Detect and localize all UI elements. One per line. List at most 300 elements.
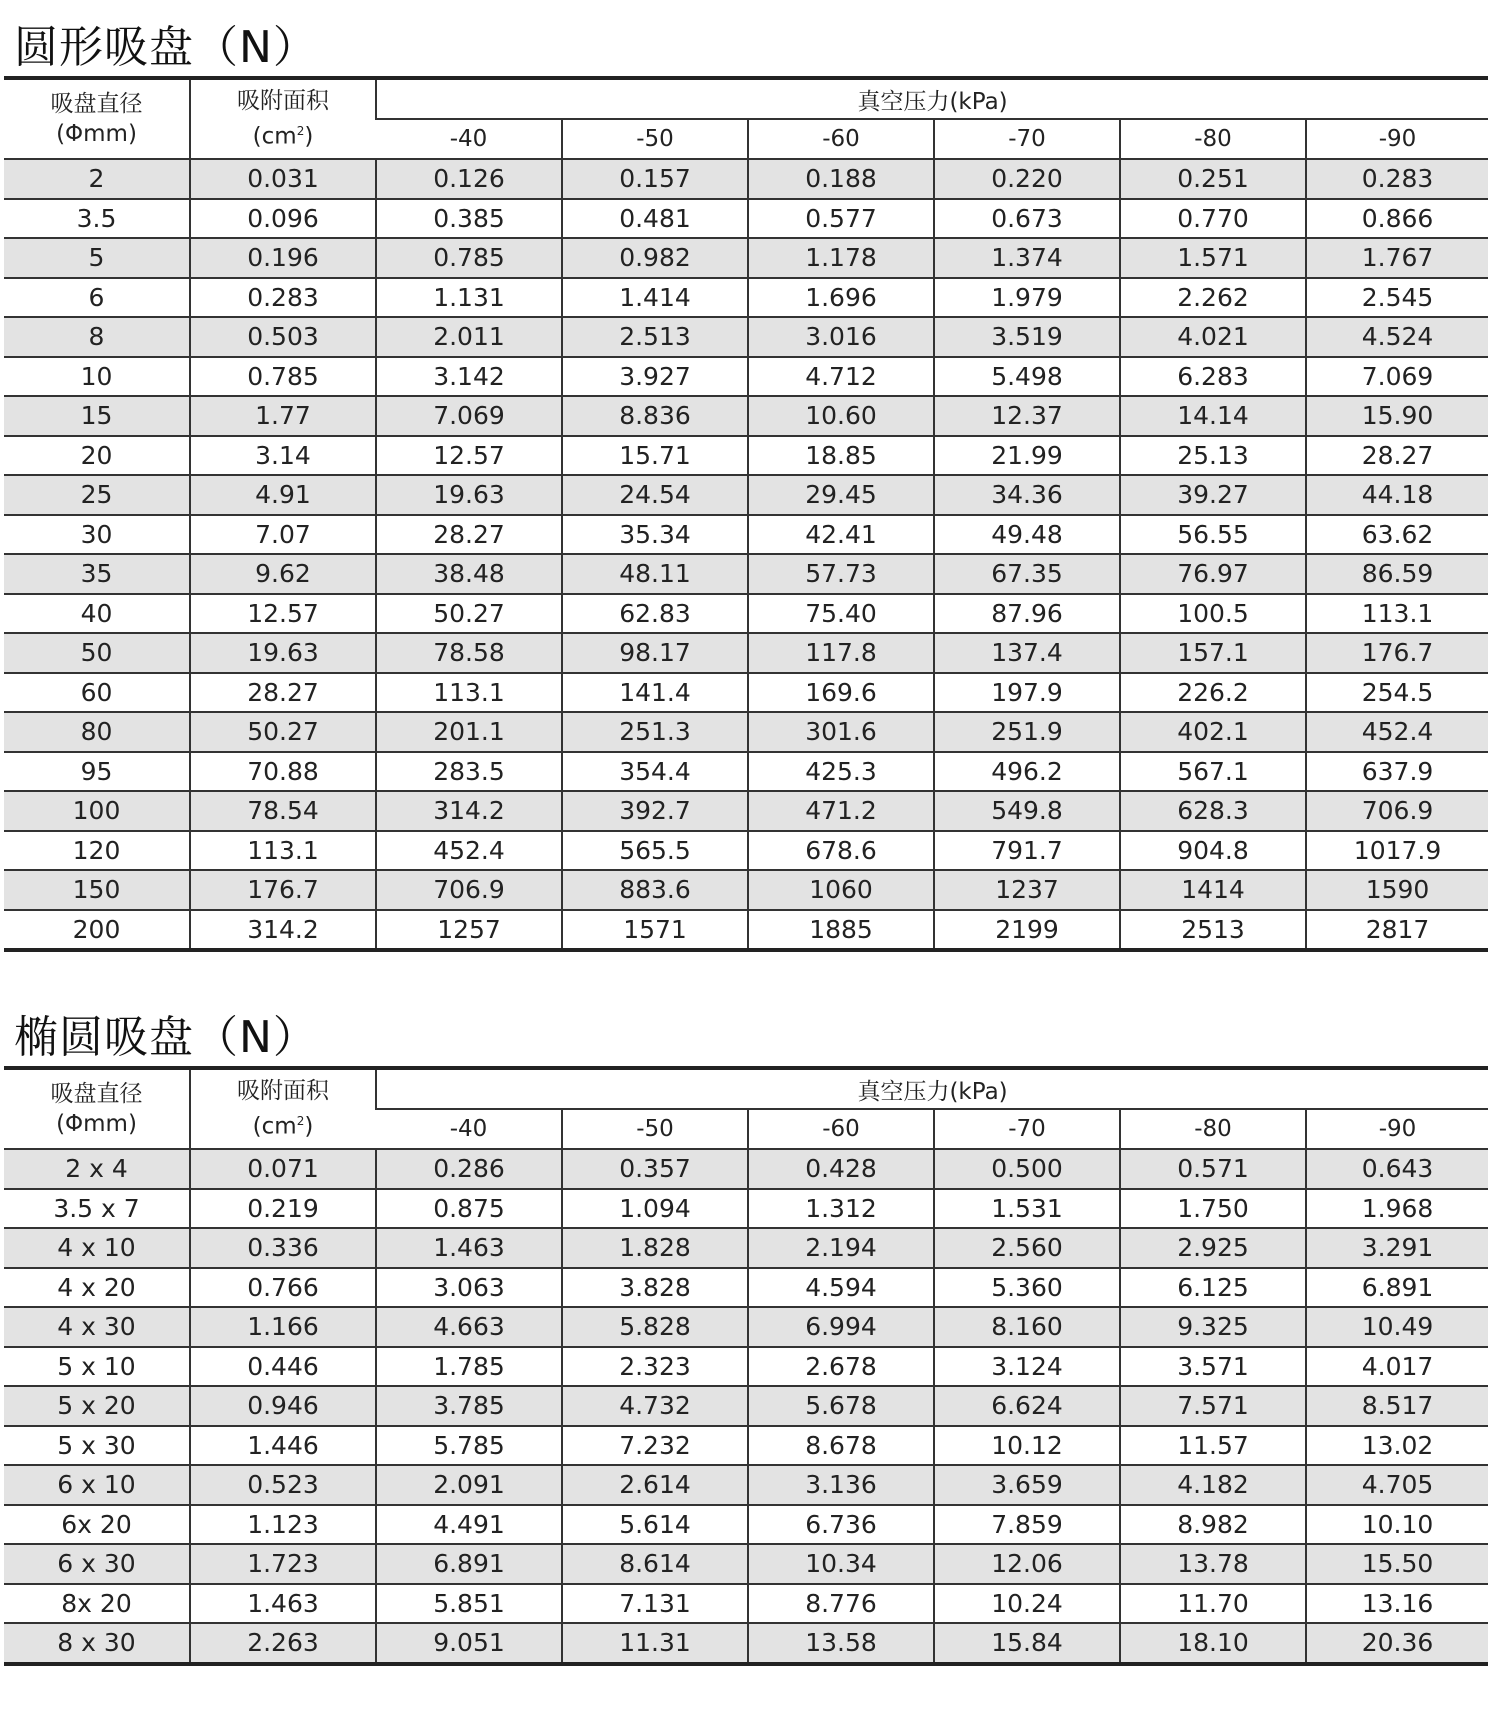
- force-cell: 2.513: [562, 317, 748, 357]
- force-cell: 12.57: [376, 436, 562, 476]
- force-cell: 0.481: [562, 199, 748, 239]
- force-cell: 5.785: [376, 1426, 562, 1466]
- table-row: [4, 515, 1488, 555]
- force-cell: 1.767: [1306, 238, 1488, 278]
- force-cell: 471.2: [748, 791, 934, 831]
- force-cell: 12.06: [934, 1544, 1120, 1584]
- pressure-column-header: -60: [748, 1109, 934, 1149]
- pressure-column-header: -90: [1306, 1109, 1488, 1149]
- force-cell: 13.02: [1306, 1426, 1488, 1466]
- force-cell: 6.891: [1306, 1268, 1488, 1308]
- force-cell: 15.71: [562, 436, 748, 476]
- force-cell: 169.6: [748, 673, 934, 713]
- force-cell: 1571: [562, 910, 748, 951]
- force-cell: 5.498: [934, 357, 1120, 397]
- cup-size-cell: 4 x 30: [4, 1307, 190, 1347]
- round-cup-table-body: [4, 159, 1488, 950]
- area-cell: 0.523: [190, 1465, 376, 1505]
- force-cell: 5.360: [934, 1268, 1120, 1308]
- area-cell: 1.123: [190, 1505, 376, 1545]
- diameter-header-label: 吸盘直径: [50, 91, 143, 117]
- cup-size-cell: 25: [4, 475, 190, 515]
- table-row: [4, 633, 1488, 673]
- force-cell: 141.4: [562, 673, 748, 713]
- force-cell: 10.49: [1306, 1307, 1488, 1347]
- force-cell: 19.63: [376, 475, 562, 515]
- force-cell: 3.828: [562, 1268, 748, 1308]
- area-cell: 0.031: [190, 159, 376, 199]
- force-cell: 14.14: [1120, 396, 1306, 436]
- table-row: [4, 1623, 1488, 1664]
- table-row: [4, 1584, 1488, 1624]
- force-cell: 301.6: [748, 712, 934, 752]
- cup-size-cell: 5 x 30: [4, 1426, 190, 1466]
- force-cell: 3.927: [562, 357, 748, 397]
- cup-size-cell: 35: [4, 554, 190, 594]
- area-cell: 2.263: [190, 1623, 376, 1664]
- table-row: [4, 870, 1488, 910]
- oval-cup-section: [4, 1010, 1488, 1666]
- table-row: [4, 791, 1488, 831]
- force-cell: 549.8: [934, 791, 1120, 831]
- force-cell: 3.519: [934, 317, 1120, 357]
- cup-size-cell: 100: [4, 791, 190, 831]
- force-cell: 2.011: [376, 317, 562, 357]
- cup-size-cell: 6x 20: [4, 1505, 190, 1545]
- force-cell: 791.7: [934, 831, 1120, 871]
- force-cell: 1257: [376, 910, 562, 951]
- table-row: [4, 594, 1488, 634]
- table-row: [4, 436, 1488, 476]
- force-cell: 1017.9: [1306, 831, 1488, 871]
- force-cell: 0.251: [1120, 159, 1306, 199]
- area-cell: 1.463: [190, 1584, 376, 1624]
- force-cell: 13.16: [1306, 1584, 1488, 1624]
- force-cell: 78.58: [376, 633, 562, 673]
- force-cell: 13.58: [748, 1623, 934, 1664]
- cup-size-cell: 2: [4, 159, 190, 199]
- force-cell: 5.851: [376, 1584, 562, 1624]
- area-cell: 0.096: [190, 199, 376, 239]
- cup-size-cell: 6: [4, 278, 190, 318]
- force-cell: 3.124: [934, 1347, 1120, 1387]
- force-cell: 2.545: [1306, 278, 1488, 318]
- table-row: [4, 317, 1488, 357]
- force-cell: 75.40: [748, 594, 934, 634]
- area-cell: 0.946: [190, 1386, 376, 1426]
- area-cell: 1.77: [190, 396, 376, 436]
- table-row: [4, 1149, 1488, 1189]
- cup-size-cell: 30: [4, 515, 190, 555]
- table-row: [4, 1505, 1488, 1545]
- force-cell: 11.70: [1120, 1584, 1306, 1624]
- force-cell: 7.131: [562, 1584, 748, 1624]
- area-cell: 0.766: [190, 1268, 376, 1308]
- force-cell: 4.732: [562, 1386, 748, 1426]
- force-cell: 0.673: [934, 199, 1120, 239]
- force-cell: 201.1: [376, 712, 562, 752]
- diameter-header-label: 吸盘直径: [50, 1081, 143, 1107]
- area-cell: 9.62: [190, 554, 376, 594]
- force-cell: 3.142: [376, 357, 562, 397]
- force-cell: 1.571: [1120, 238, 1306, 278]
- cup-size-cell: 15: [4, 396, 190, 436]
- round-cup-title: 圆形吸盘（N）: [14, 22, 318, 73]
- force-cell: 4.021: [1120, 317, 1306, 357]
- force-cell: 7.232: [562, 1426, 748, 1466]
- force-cell: 10.10: [1306, 1505, 1488, 1545]
- table-row: [4, 396, 1488, 436]
- table-row: [4, 159, 1488, 199]
- force-cell: 1.131: [376, 278, 562, 318]
- force-cell: 176.7: [1306, 633, 1488, 673]
- cup-size-cell: 150: [4, 870, 190, 910]
- force-cell: 251.3: [562, 712, 748, 752]
- force-cell: 706.9: [376, 870, 562, 910]
- force-cell: 2.614: [562, 1465, 748, 1505]
- cup-size-cell: 80: [4, 712, 190, 752]
- force-cell: 6.283: [1120, 357, 1306, 397]
- force-cell: 1.785: [376, 1347, 562, 1387]
- force-cell: 29.45: [748, 475, 934, 515]
- force-cell: 87.96: [934, 594, 1120, 634]
- area-cell: 1.723: [190, 1544, 376, 1584]
- force-cell: 0.500: [934, 1149, 1120, 1189]
- force-cell: 197.9: [934, 673, 1120, 713]
- force-cell: 3.016: [748, 317, 934, 357]
- force-cell: 678.6: [748, 831, 934, 871]
- oval-cup-title: 椭圆吸盘（N）: [14, 1012, 318, 1063]
- cup-size-cell: 120: [4, 831, 190, 871]
- cup-size-cell: 5 x 10: [4, 1347, 190, 1387]
- pressure-column-header: -40: [376, 1109, 562, 1149]
- force-cell: 4.712: [748, 357, 934, 397]
- force-cell: 0.866: [1306, 199, 1488, 239]
- force-cell: 0.982: [562, 238, 748, 278]
- force-cell: 15.84: [934, 1623, 1120, 1664]
- force-cell: 2199: [934, 910, 1120, 951]
- table-row: [4, 554, 1488, 594]
- area-header-unit: $(cm^2)$: [252, 123, 314, 150]
- area-cell: 0.219: [190, 1189, 376, 1229]
- force-cell: 10.12: [934, 1426, 1120, 1466]
- pressure-column-header: -80: [1120, 119, 1306, 159]
- force-cell: 1.750: [1120, 1189, 1306, 1229]
- force-cell: 1237: [934, 870, 1120, 910]
- force-cell: 10.24: [934, 1584, 1120, 1624]
- area-header: [190, 1068, 376, 1149]
- table-row: [4, 1268, 1488, 1308]
- force-cell: 67.35: [934, 554, 1120, 594]
- area-cell: 1.446: [190, 1426, 376, 1466]
- force-cell: 7.571: [1120, 1386, 1306, 1426]
- table-row: [4, 199, 1488, 239]
- force-cell: 2.560: [934, 1228, 1120, 1268]
- force-cell: 3.291: [1306, 1228, 1488, 1268]
- force-cell: 21.99: [934, 436, 1120, 476]
- area-cell: 50.27: [190, 712, 376, 752]
- force-cell: 425.3: [748, 752, 934, 792]
- force-cell: 113.1: [1306, 594, 1488, 634]
- force-cell: 6.891: [376, 1544, 562, 1584]
- force-cell: 3.136: [748, 1465, 934, 1505]
- table-row: [4, 752, 1488, 792]
- area-cell: 3.14: [190, 436, 376, 476]
- force-cell: 15.90: [1306, 396, 1488, 436]
- cup-size-cell: 8x 20: [4, 1584, 190, 1624]
- force-cell: 98.17: [562, 633, 748, 673]
- force-cell: 1.463: [376, 1228, 562, 1268]
- force-cell: 637.9: [1306, 752, 1488, 792]
- force-cell: 1414: [1120, 870, 1306, 910]
- area-header-label: 吸附面积: [237, 1078, 329, 1105]
- oval-cup-table-body: [4, 1149, 1488, 1664]
- area-cell: 0.446: [190, 1347, 376, 1387]
- diameter-header: [4, 1068, 190, 1149]
- area-cell: 0.196: [190, 238, 376, 278]
- area-header-label: 吸附面积: [237, 88, 329, 115]
- force-cell: 8.678: [748, 1426, 934, 1466]
- cup-size-cell: 4 x 20: [4, 1268, 190, 1308]
- cup-size-cell: 20: [4, 436, 190, 476]
- pressure-header: 真空压力(kPa): [376, 1068, 1488, 1109]
- force-cell: 9.051: [376, 1623, 562, 1664]
- area-header: [190, 78, 376, 159]
- force-cell: 2.925: [1120, 1228, 1306, 1268]
- force-cell: 157.1: [1120, 633, 1306, 673]
- force-cell: 2.262: [1120, 278, 1306, 318]
- force-cell: 6.125: [1120, 1268, 1306, 1308]
- force-cell: 3.063: [376, 1268, 562, 1308]
- force-cell: 18.85: [748, 436, 934, 476]
- force-cell: 3.785: [376, 1386, 562, 1426]
- pressure-column-header: -40: [376, 119, 562, 159]
- force-cell: 283.5: [376, 752, 562, 792]
- force-cell: 452.4: [376, 831, 562, 871]
- force-cell: 1060: [748, 870, 934, 910]
- force-cell: 63.62: [1306, 515, 1488, 555]
- table-row: [4, 1307, 1488, 1347]
- force-cell: 1.968: [1306, 1189, 1488, 1229]
- cup-size-cell: 3.5: [4, 199, 190, 239]
- pressure-header: 真空压力(kPa): [376, 78, 1488, 119]
- force-cell: 10.60: [748, 396, 934, 436]
- area-cell: 1.166: [190, 1307, 376, 1347]
- force-cell: 452.4: [1306, 712, 1488, 752]
- force-cell: 0.157: [562, 159, 748, 199]
- force-cell: 0.188: [748, 159, 934, 199]
- force-cell: 2.678: [748, 1347, 934, 1387]
- force-cell: 0.785: [376, 238, 562, 278]
- table-row: [4, 278, 1488, 318]
- force-cell: 48.11: [562, 554, 748, 594]
- table-row: [4, 357, 1488, 397]
- area-cell: 12.57: [190, 594, 376, 634]
- table-row: [4, 712, 1488, 752]
- area-cell: 176.7: [190, 870, 376, 910]
- force-cell: 28.27: [376, 515, 562, 555]
- force-cell: 4.017: [1306, 1347, 1488, 1387]
- force-cell: 1590: [1306, 870, 1488, 910]
- force-cell: 1.312: [748, 1189, 934, 1229]
- cup-size-cell: 3.5 x 7: [4, 1189, 190, 1229]
- force-cell: 904.8: [1120, 831, 1306, 871]
- area-cell: 0.336: [190, 1228, 376, 1268]
- force-cell: 5.678: [748, 1386, 934, 1426]
- round-cup-table: [4, 76, 1488, 952]
- force-cell: 76.97: [1120, 554, 1306, 594]
- table-row: [4, 1189, 1488, 1229]
- force-cell: 0.770: [1120, 199, 1306, 239]
- cup-size-cell: 10: [4, 357, 190, 397]
- table-row: [4, 1347, 1488, 1387]
- table-row: [4, 1465, 1488, 1505]
- force-cell: 8.614: [562, 1544, 748, 1584]
- pressure-column-header: -80: [1120, 1109, 1306, 1149]
- area-cell: 28.27: [190, 673, 376, 713]
- force-cell: 7.859: [934, 1505, 1120, 1545]
- force-cell: 9.325: [1120, 1307, 1306, 1347]
- force-cell: 6.736: [748, 1505, 934, 1545]
- force-cell: 0.385: [376, 199, 562, 239]
- force-cell: 0.126: [376, 159, 562, 199]
- area-cell: 19.63: [190, 633, 376, 673]
- force-cell: 11.31: [562, 1623, 748, 1664]
- force-cell: 7.069: [376, 396, 562, 436]
- force-cell: 1.094: [562, 1189, 748, 1229]
- force-cell: 0.643: [1306, 1149, 1488, 1189]
- force-cell: 6.994: [748, 1307, 934, 1347]
- force-cell: 24.54: [562, 475, 748, 515]
- cup-size-cell: 2 x 4: [4, 1149, 190, 1189]
- pressure-column-header: -50: [562, 119, 748, 159]
- force-cell: 1.531: [934, 1189, 1120, 1229]
- force-cell: 4.663: [376, 1307, 562, 1347]
- force-cell: 42.41: [748, 515, 934, 555]
- cup-size-cell: 6 x 30: [4, 1544, 190, 1584]
- force-cell: 5.614: [562, 1505, 748, 1545]
- force-cell: 4.491: [376, 1505, 562, 1545]
- force-cell: 0.577: [748, 199, 934, 239]
- force-cell: 2817: [1306, 910, 1488, 951]
- force-cell: 8.836: [562, 396, 748, 436]
- force-cell: 12.37: [934, 396, 1120, 436]
- diameter-header-unit: (Φmm): [56, 1111, 137, 1137]
- force-cell: 1.374: [934, 238, 1120, 278]
- table-row: [4, 910, 1488, 951]
- area-cell: 0.071: [190, 1149, 376, 1189]
- area-cell: 0.785: [190, 357, 376, 397]
- force-cell: 15.50: [1306, 1544, 1488, 1584]
- force-cell: 4.524: [1306, 317, 1488, 357]
- force-cell: 25.13: [1120, 436, 1306, 476]
- force-cell: 117.8: [748, 633, 934, 673]
- force-cell: 1885: [748, 910, 934, 951]
- force-cell: 402.1: [1120, 712, 1306, 752]
- table-row: [4, 1386, 1488, 1426]
- force-cell: 6.624: [934, 1386, 1120, 1426]
- force-cell: 2513: [1120, 910, 1306, 951]
- diameter-header: [4, 78, 190, 159]
- table-row: [4, 673, 1488, 713]
- area-cell: 7.07: [190, 515, 376, 555]
- force-cell: 226.2: [1120, 673, 1306, 713]
- area-cell: 4.91: [190, 475, 376, 515]
- area-cell: 0.283: [190, 278, 376, 318]
- force-cell: 0.875: [376, 1189, 562, 1229]
- force-cell: 2.091: [376, 1465, 562, 1505]
- force-cell: 2.194: [748, 1228, 934, 1268]
- force-cell: 57.73: [748, 554, 934, 594]
- force-cell: 28.27: [1306, 436, 1488, 476]
- cup-size-cell: 6 x 10: [4, 1465, 190, 1505]
- force-cell: 10.34: [748, 1544, 934, 1584]
- round-cup-section: [4, 20, 1488, 952]
- force-cell: 2.323: [562, 1347, 748, 1387]
- area-header-unit: $(cm^2)$: [252, 1113, 314, 1140]
- force-cell: 0.286: [376, 1149, 562, 1189]
- force-cell: 100.5: [1120, 594, 1306, 634]
- area-cell: 70.88: [190, 752, 376, 792]
- force-cell: 628.3: [1120, 791, 1306, 831]
- force-cell: 706.9: [1306, 791, 1488, 831]
- cup-size-cell: 8: [4, 317, 190, 357]
- force-cell: 3.659: [934, 1465, 1120, 1505]
- force-cell: 565.5: [562, 831, 748, 871]
- force-cell: 86.59: [1306, 554, 1488, 594]
- force-cell: 0.571: [1120, 1149, 1306, 1189]
- table-row: [4, 1426, 1488, 1466]
- force-cell: 35.34: [562, 515, 748, 555]
- table-row: [4, 238, 1488, 278]
- cup-size-cell: 40: [4, 594, 190, 634]
- cup-size-cell: 5 x 20: [4, 1386, 190, 1426]
- force-cell: 0.357: [562, 1149, 748, 1189]
- area-cell: 0.503: [190, 317, 376, 357]
- cup-size-cell: 5: [4, 238, 190, 278]
- force-cell: 392.7: [562, 791, 748, 831]
- force-cell: 50.27: [376, 594, 562, 634]
- cup-size-cell: 95: [4, 752, 190, 792]
- force-cell: 5.828: [562, 1307, 748, 1347]
- force-cell: 354.4: [562, 752, 748, 792]
- force-cell: 4.182: [1120, 1465, 1306, 1505]
- force-cell: 8.776: [748, 1584, 934, 1624]
- force-cell: 8.982: [1120, 1505, 1306, 1545]
- table-row: [4, 1228, 1488, 1268]
- force-cell: 1.979: [934, 278, 1120, 318]
- area-cell: 78.54: [190, 791, 376, 831]
- force-cell: 1.178: [748, 238, 934, 278]
- table-row: [4, 1544, 1488, 1584]
- force-cell: 4.705: [1306, 1465, 1488, 1505]
- pressure-column-header: -60: [748, 119, 934, 159]
- cup-size-cell: 8 x 30: [4, 1623, 190, 1664]
- area-cell: 314.2: [190, 910, 376, 951]
- table-row: [4, 831, 1488, 871]
- force-cell: 496.2: [934, 752, 1120, 792]
- force-cell: 883.6: [562, 870, 748, 910]
- force-cell: 56.55: [1120, 515, 1306, 555]
- force-cell: 34.36: [934, 475, 1120, 515]
- force-cell: 3.571: [1120, 1347, 1306, 1387]
- force-cell: 49.48: [934, 515, 1120, 555]
- force-cell: 0.283: [1306, 159, 1488, 199]
- force-cell: 20.36: [1306, 1623, 1488, 1664]
- force-cell: 39.27: [1120, 475, 1306, 515]
- force-cell: 8.517: [1306, 1386, 1488, 1426]
- cup-size-cell: 4 x 10: [4, 1228, 190, 1268]
